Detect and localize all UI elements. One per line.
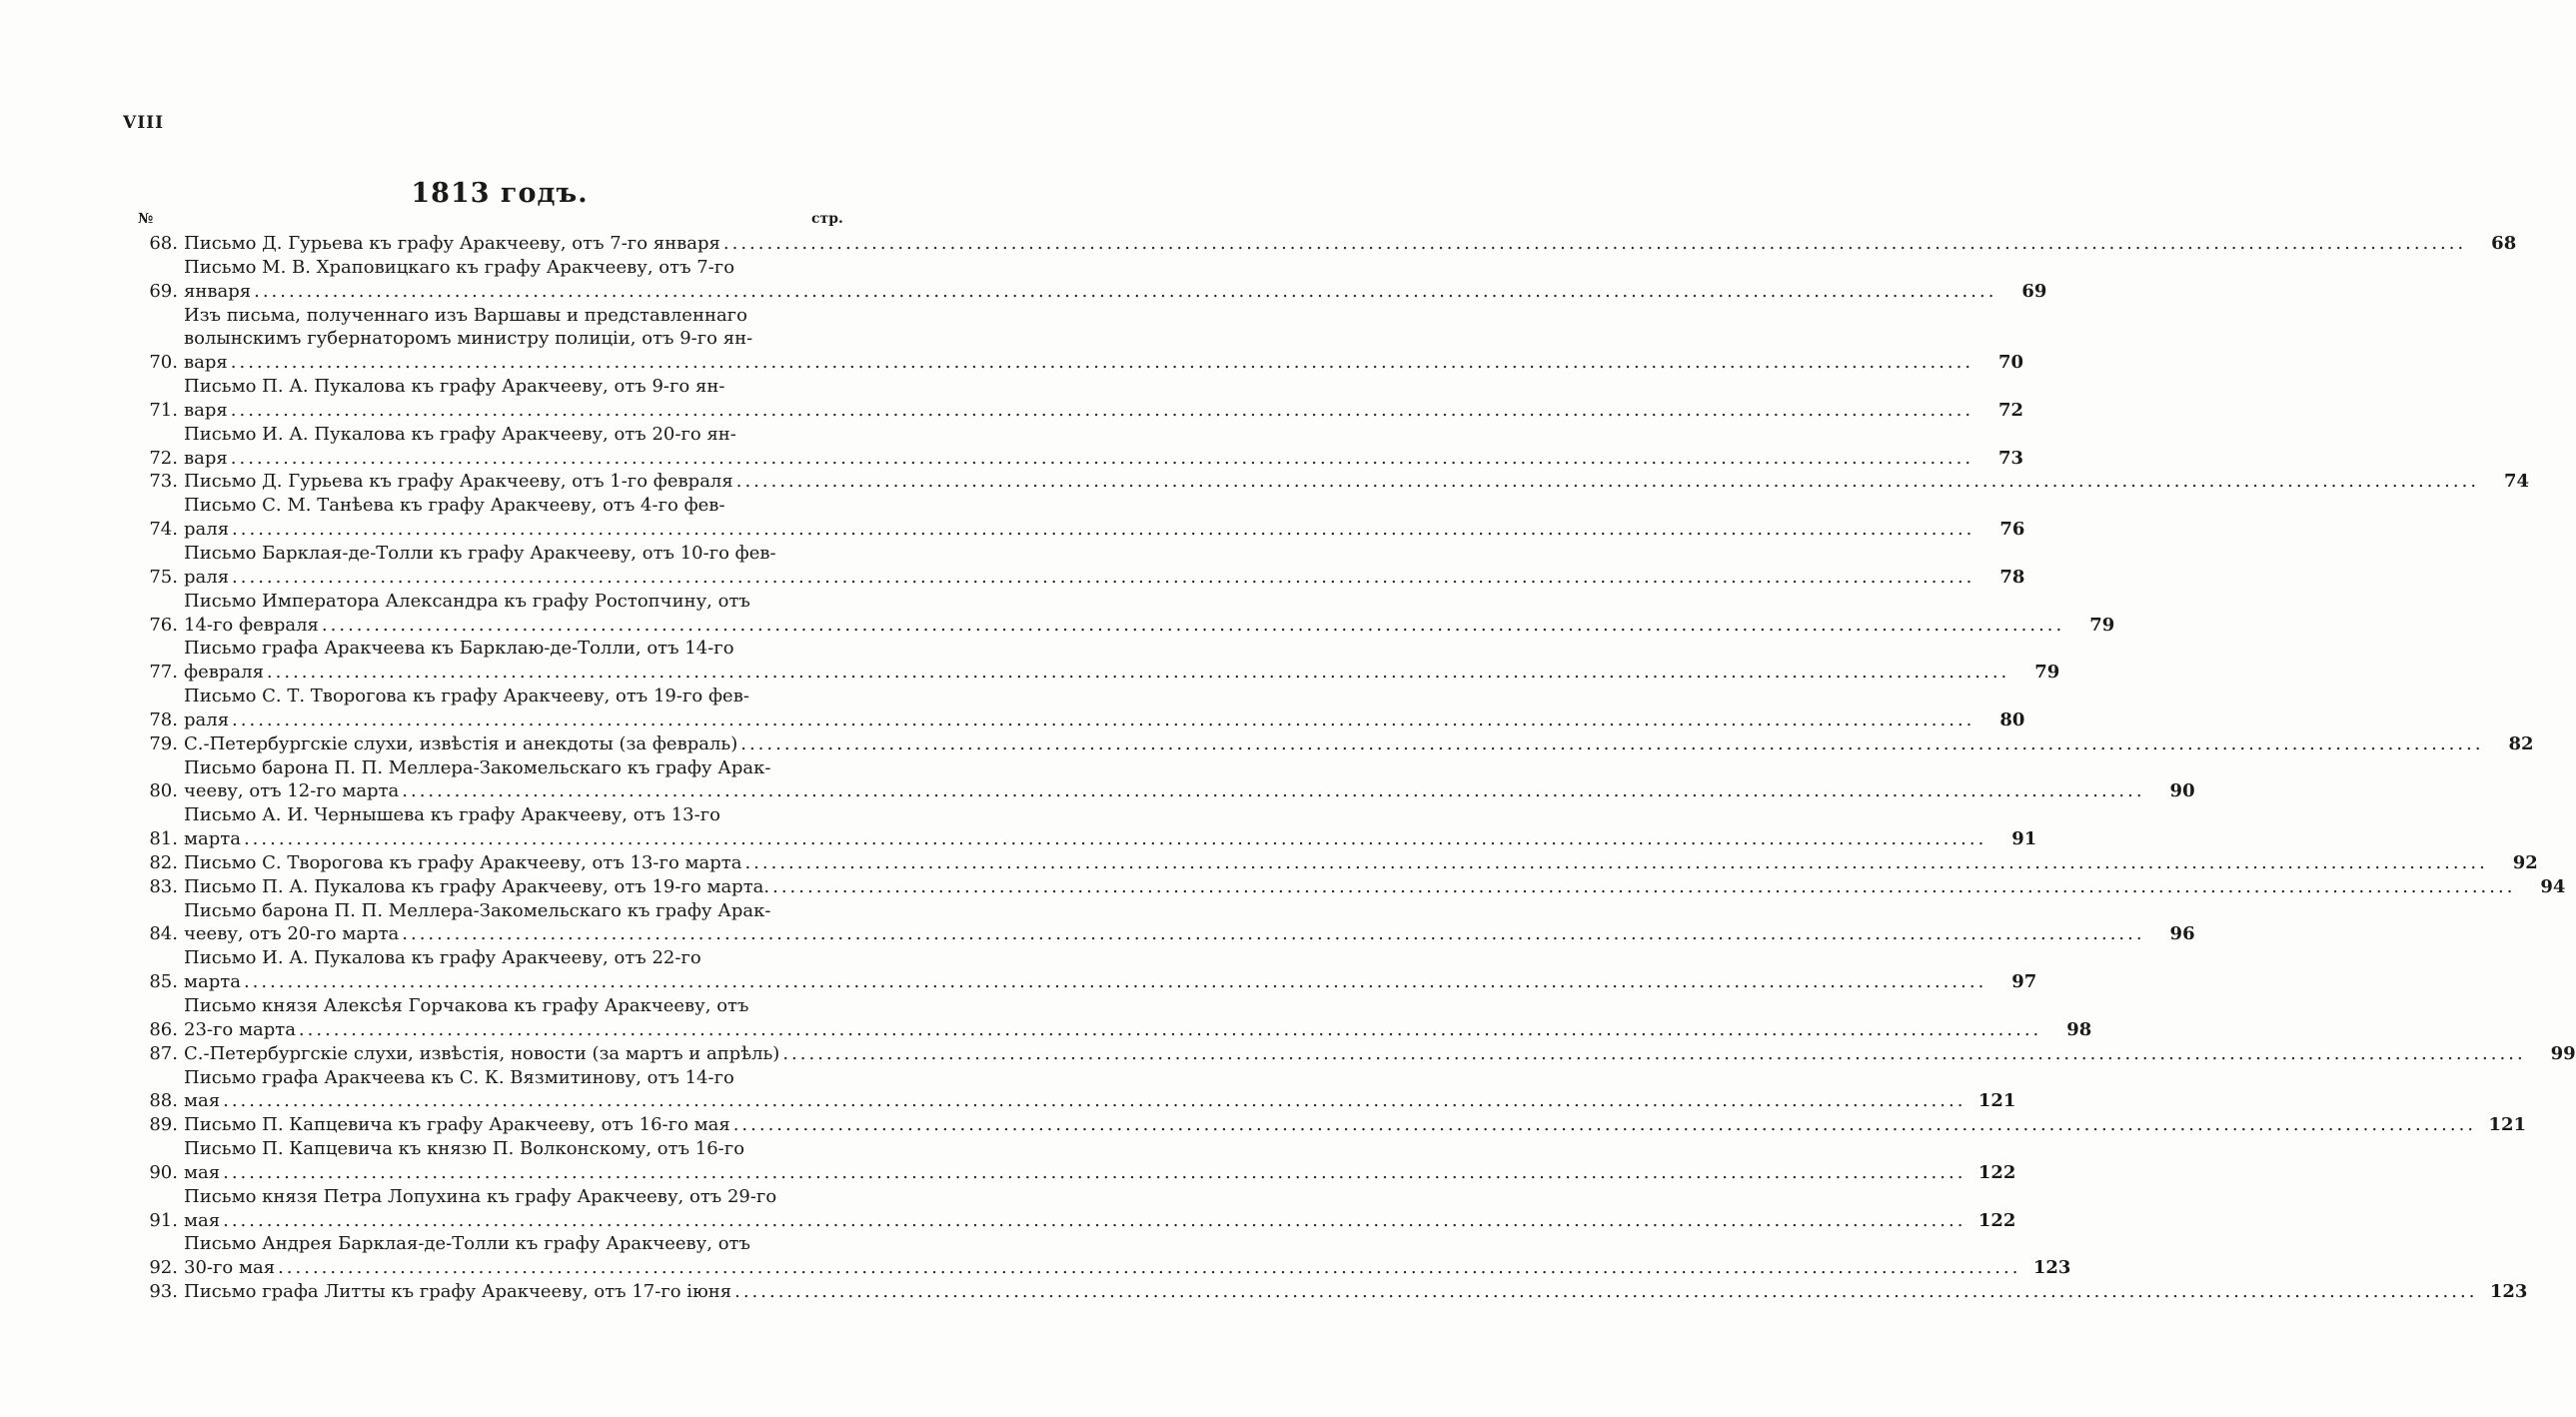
entry-title-line: Письмо П. Капцевича къ князю П. Волконскому, отъ 16-го [184,1138,745,1160]
dot-leader: ........................................................................................................................................................................................................ [230,352,1974,374]
entry-number: 73. [149,471,178,493]
toc-entry [130,494,2025,542]
toc-entry [130,946,2037,994]
entry-number: 84. [149,923,178,945]
entry-number: 85. [149,971,178,993]
entry-title [178,256,1996,304]
toc-entry [130,1185,2016,1233]
entry-title-line: января [184,280,252,302]
entry-title-line: Письмо И. А. Пукалова къ графу Аракчееву, отъ 20-го ян- [184,423,736,445]
entry-title [178,899,2145,947]
entry-title-line: мая [184,1209,221,1231]
entry-title-line: февраля [184,662,264,684]
toc-entry [130,470,2530,494]
entry-title-line: раля [184,566,230,588]
entry-page-number: 91 [2011,828,2037,850]
dot-leader: ........................................................................................................................................................................................................ [230,399,1974,421]
toc-entry [130,423,2024,471]
entry-page-number: 96 [2169,923,2195,945]
entry-title [178,732,2484,756]
entry-title [178,685,1974,732]
column-header-number: № [138,211,154,227]
entry-title-line: мая [184,1090,221,1112]
entry-number: 83. [149,875,178,897]
entry-title-line: раля [184,519,230,541]
toc-entry [130,1280,2528,1304]
entry-title-line: Письмо М. В. Храповицкаго къ графу Аракчееву, отъ 7-го [184,256,735,278]
entry-title [178,875,2515,899]
entry-page-number: 79 [2034,662,2060,684]
dot-leader: ........................................................................................................................................................................................................ [734,1281,2478,1303]
entry-number: 81. [149,828,178,850]
dot-leader: ........................................................................................................................................................................................................ [230,447,1974,469]
entry-page-number: 76 [1999,519,2025,541]
entry-title [178,1280,2477,1304]
toc-entry [130,803,2037,851]
entry-title [178,1113,2476,1137]
entry-number: 89. [149,1114,178,1136]
entry-page-number: 90 [2169,780,2195,802]
entry-title [178,1066,1965,1114]
entry-title-line: Письмо Барклая-де-Толли къ графу Аракчееву, отъ 10-го фев- [184,542,776,564]
entry-title-line: Письмо Андрея Барклая-де-Толли къ графу Аракчееву, отъ [184,1233,750,1255]
toc-entry [130,1113,2527,1137]
entry-title-line: мая [184,1161,221,1183]
entry-number: 87. [149,1042,178,1064]
entry-title-line: Письмо графа Литты къ графу Аракчееву, отъ 17-го іюня [184,1281,732,1303]
dot-leader: ........................................................................................................................................................................................................ [232,708,1975,730]
entry-title-line: Письмо С. М. Танѣева къ графу Аракчееву, отъ 4-го фев- [184,495,725,517]
entry-page-number: 122 [1977,1209,2016,1231]
entry-title-line: Письмо И. А. Пукалова къ графу Аракчееву, отъ 22-го [184,947,701,969]
column-header-page: стр. [811,211,843,227]
entry-title [178,232,2466,256]
table-of-contents [130,232,2576,1304]
dot-leader: ........................................................................................................................................................................................................ [266,662,2010,684]
dot-leader: ........................................................................................................................................................................................................ [223,1209,1966,1231]
entry-title-line: Письмо графа Аракчеева къ Барклаю-де-Толли, отъ 14-го [184,638,734,660]
entry-title-line: Письмо Д. Гурьева къ графу Аракчееву, отъ 7-го января [184,233,720,254]
entry-number: 78. [149,708,178,730]
entry-title [178,1042,2526,1066]
entry-title [178,1232,2020,1280]
entry-title-line: Письмо С. Творогова къ графу Аракчееву, отъ 13-го марта [184,851,742,873]
entry-title [178,304,1973,376]
entry-title-line: варя [184,399,228,421]
toc-entry [130,256,2047,304]
entry-number: 86. [149,1018,178,1040]
toc-entry [130,590,2115,638]
toc-entry [130,1042,2576,1066]
entry-page-number: 72 [1998,399,2024,421]
entry-number: 82. [149,851,178,873]
entry-title-line: варя [184,447,228,469]
dot-leader: ........................................................................................................................................................................................................ [402,780,2145,802]
entry-title-line: Письмо П. Капцевича къ графу Аракчееву, отъ 16-го мая [184,1114,730,1136]
toc-entry [130,542,2025,590]
entry-title [178,423,1973,471]
entry-page-number: 82 [2508,732,2534,754]
entry-number: 92. [149,1257,178,1279]
entry-title-line: 23-го марта [184,1018,296,1040]
entry-title-line: Письмо князя Петра Лопухина къ графу Аракчееву, отъ 29-го [184,1185,777,1207]
entry-number: 70. [149,352,178,374]
entry-page-number: 78 [1999,566,2025,588]
entry-title [178,470,2479,494]
entry-title [178,375,1973,423]
entry-number: 76. [149,614,178,636]
entry-title-line: Письмо Д. Гурьева къ графу Аракчееву, отъ 1-го февраля [184,471,733,493]
entry-page-number: 94 [2540,875,2566,897]
entry-page-number: 122 [1977,1161,2016,1183]
entry-title-line: варя [184,352,228,374]
entry-title-line: раля [184,708,230,730]
entry-page-number: 98 [2066,1018,2092,1040]
entry-title-line: Письмо П. А. Пукалова къ графу Аракчееву, отъ 9-го ян- [184,376,725,398]
entry-number: 80. [149,780,178,802]
toc-entry [130,851,2538,875]
entry-page-number: 92 [2512,851,2538,873]
entry-title [178,494,1974,542]
toc-entry [130,899,2195,947]
dot-leader: ........................................................................................................................................................................................................ [223,1161,1966,1183]
dot-leader: ........................................................................................................................................................................................................ [782,1042,2526,1064]
dot-leader: ........................................................................................................................................................................................................ [744,851,2488,873]
entry-title [178,1185,1965,1233]
entry-page-number: 97 [2011,971,2037,993]
entry-page-number: 121 [2488,1114,2527,1136]
dot-leader: ........................................................................................................................................................................................................ [735,471,2480,493]
dot-leader: ........................................................................................................................................................................................................ [298,1018,2042,1040]
entry-title [178,542,1974,590]
entry-page-number: 79 [2089,614,2115,636]
entry-title-line: Письмо П. А. Пукалова къ графу Аракчееву, отъ 19-го марта. [184,875,770,897]
entry-page-number: 68 [2491,233,2517,254]
entry-title-line: Письмо Императора Александра къ графу Ростопчину, отъ [184,590,750,612]
entry-title-line: Письмо С. Т. Творогова къ графу Аракчееву, отъ 19-го фев- [184,686,749,708]
page-number: VIII [123,113,165,133]
entry-title [178,803,1986,851]
toc-entry [130,375,2024,423]
entry-title-line: Письмо барона П. П. Меллера-Закомельскаго къ графу Арак- [184,756,771,778]
entry-title-line: С.-Петербургскіе слухи, извѣстія, новости (за мартъ и апрѣль) [184,1042,780,1064]
entry-title [178,637,2009,685]
dot-leader: ........................................................................................................................................................................................................ [740,732,2484,754]
entry-number: 69. [149,280,178,302]
entry-title-line: 30-го мая [184,1257,276,1279]
entry-page-number: 69 [2021,280,2047,302]
entry-title [178,994,2041,1042]
entry-page-number: 99 [2550,1042,2576,1064]
entry-title-line: Изъ письма, полученнаго изъ Варшавы и представленнаго [184,304,747,326]
entry-number: 88. [149,1090,178,1112]
entry-number: 74. [149,519,178,541]
entry-number: 93. [149,1281,178,1303]
dot-leader: ........................................................................................................................................................................................................ [722,233,2467,254]
dot-leader: ........................................................................................................................................................................................................ [243,828,1987,850]
dot-leader: ........................................................................................................................................................................................................ [278,1257,2021,1279]
entry-number: 77. [149,662,178,684]
dot-leader: ........................................................................................................................................................................................................ [321,614,2065,636]
dot-leader: ........................................................................................................................................................................................................ [232,566,1975,588]
entry-title-line: С.-Петербургскіе слухи, извѣстія и анекдоты (за февраль) [184,732,738,754]
toc-entry [130,232,2517,256]
entry-title [178,590,2064,638]
entry-title-line: чееву, отъ 12-го марта [184,780,400,802]
entry-title-line: марта [184,971,241,993]
entry-number: 91. [149,1209,178,1231]
entry-title [178,1137,1965,1185]
entry-title [178,756,2145,804]
entry-title [178,946,1986,994]
entry-title-line: волынскимъ губернаторомъ министру полиціи, отъ 9-го ян- [184,328,753,350]
toc-entry [130,732,2534,756]
toc-entry [130,994,2092,1042]
entry-page-number: 123 [2489,1281,2528,1303]
entry-page-number: 74 [2504,471,2530,493]
entry-number: 79. [149,732,178,754]
toc-entry [130,1066,2016,1114]
entry-number: 75. [149,566,178,588]
dot-leader: ........................................................................................................................................................................................................ [232,519,1975,541]
entry-title-line: Письмо графа Аракчеева къ С. К. Вязмитинову, отъ 14-го [184,1066,734,1088]
entry-title-line: 14-го февраля [184,614,319,636]
section-heading: 1813 годъ. [411,178,589,209]
entry-title-line: Письмо А. И. Чернышева къ графу Аракчееву, отъ 13-го [184,804,720,826]
dot-leader: ........................................................................................................................................................................................................ [402,923,2145,945]
entry-title-line: Письмо барона П. П. Меллера-Закомельскаго къ графу Арак- [184,899,771,921]
entry-number: 68. [149,233,178,254]
entry-page-number: 73 [1998,447,2024,469]
entry-page-number: 123 [2032,1257,2071,1279]
dot-leader: ........................................................................................................................................................................................................ [732,1114,2477,1136]
entry-number: 72. [149,447,178,469]
entry-title-line: чееву, отъ 20-го марта [184,923,400,945]
entry-page-number: 70 [1998,352,2024,374]
entry-title [178,851,2488,875]
toc-entry [130,685,2025,732]
toc-entry [130,756,2195,804]
entry-number: 90. [149,1161,178,1183]
entry-title-line: Письмо князя Алексѣя Горчакова къ графу Аракчееву, отъ [184,995,749,1016]
dot-leader: ........................................................................................................................................................................................................ [772,875,2516,897]
toc-entry [130,637,2060,685]
dot-leader: ........................................................................................................................................................................................................ [254,280,1997,302]
entry-title-line: марта [184,828,241,850]
dot-leader: ........................................................................................................................................................................................................ [223,1090,1966,1112]
entry-number: 71. [149,399,178,421]
toc-entry [130,304,2024,376]
toc-entry [130,1232,2071,1280]
entry-page-number: 80 [1999,708,2025,730]
entry-page-number: 121 [1977,1090,2016,1112]
toc-entry [130,875,2566,899]
dot-leader: ........................................................................................................................................................................................................ [243,971,1987,993]
toc-entry [130,1137,2016,1185]
